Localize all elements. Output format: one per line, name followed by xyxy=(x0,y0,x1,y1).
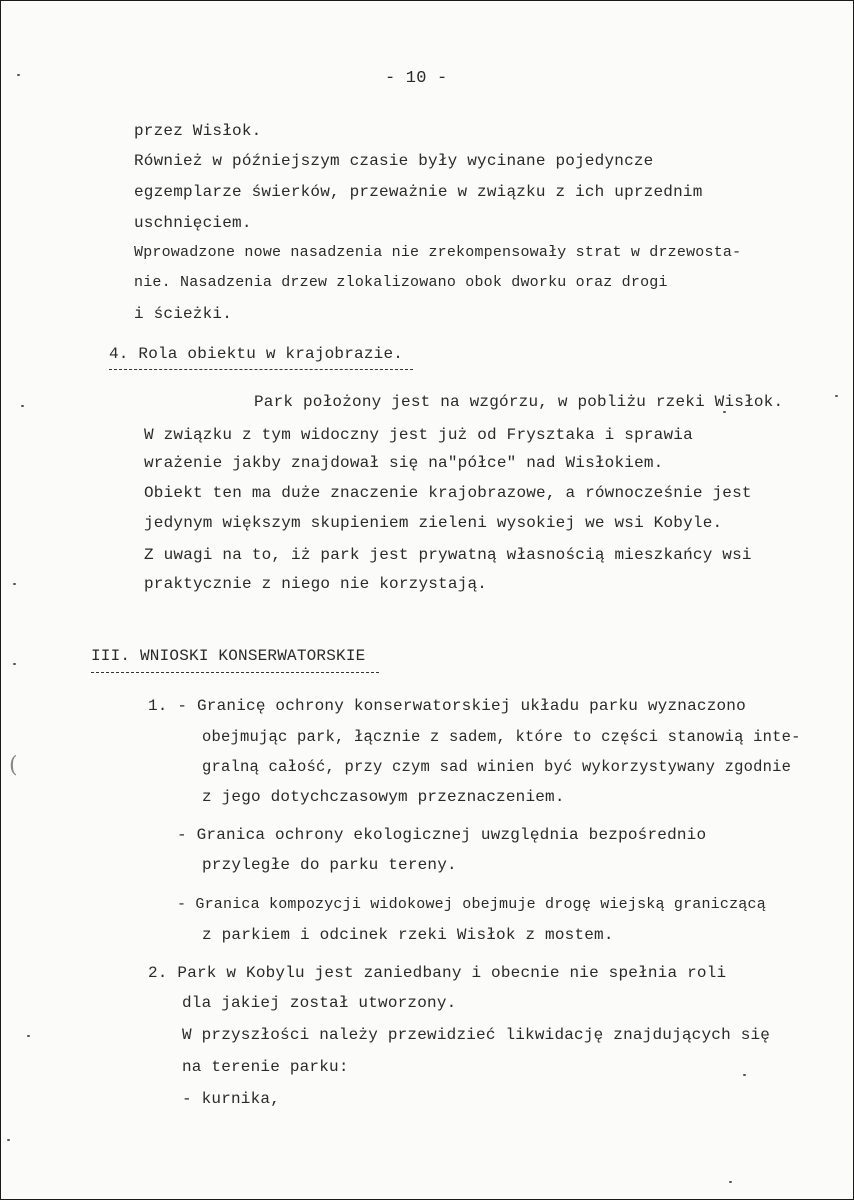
paragraph-line: Z uwagi na to, iż park jest prywatną własnością mieszkańcy wsi xyxy=(144,546,752,564)
scan-speck xyxy=(13,663,16,665)
punch-hole-mark: ( xyxy=(9,753,18,778)
scan-speck xyxy=(729,1181,732,1183)
list-item-line: - kurnika, xyxy=(182,1090,281,1108)
list-item-line: obejmując park, łącznie z sadem, które to części stanowią inte- xyxy=(202,728,801,746)
scan-speck xyxy=(21,405,24,407)
list-item-line: 1. - Granicę ochrony konserwatorskiej układu parku wyznaczono xyxy=(148,697,746,715)
sub-item-line: - Granica ochrony ekologicznej uwzględnia bezpośrednio xyxy=(177,826,707,844)
sub-item-line: - Granica kompozycji widokowej obejmuje drogę wiejską graniczącą xyxy=(177,896,766,913)
list-item-line: na terenie parku: xyxy=(182,1058,349,1076)
heading-dashed-underline xyxy=(109,369,413,370)
paragraph-line: jedynym większym skupieniem zieleni wysokiej we wsi Kobyle. xyxy=(144,514,723,532)
list-item-line: z jego dotychczasowym przeznaczeniem. xyxy=(202,788,565,806)
paragraph-line: egzemplarze świerków, przeważnie w związku z ich uprzednim xyxy=(134,183,703,201)
section-4-heading: 4. Rola obiektu w krajobrazie. xyxy=(109,345,404,363)
paragraph-line: W związku z tym widoczny jest już od Frysztaka i sprawia xyxy=(144,426,693,444)
sub-item-line: z parkiem i odcinek rzeki Wisłok z mostem. xyxy=(202,926,614,944)
list-item-line: gralną całość, przy czym sad winien być wykorzystywany zgodnie xyxy=(202,758,792,776)
paragraph-line: wrażenie jakby znajdował się na"półce" nad Wisłokiem. xyxy=(144,454,664,472)
paragraph-line: Wprowadzone nowe nasadzenia nie zrekompensowały strat w drzewosta- xyxy=(134,244,742,261)
paragraph-line: przez Wisłok. xyxy=(134,122,262,140)
scan-speck xyxy=(17,74,20,76)
scan-speck xyxy=(743,1074,746,1076)
scan-speck xyxy=(13,583,16,585)
sub-item-line: przyległe do parku tereny. xyxy=(202,856,457,874)
scan-speck xyxy=(723,411,726,413)
paragraph-line: Również w późniejszym czasie były wycinane pojedyncze xyxy=(134,152,654,170)
section-3-heading: III. WNIOSKI KONSERWATORSKIE xyxy=(91,647,366,665)
page-number: - 10 - xyxy=(385,69,448,88)
list-item-line: 2. Park w Kobylu jest zaniedbany i obecnie nie spełnia roli xyxy=(148,964,727,982)
scan-speck xyxy=(7,1139,10,1141)
paragraph-line: uschnięciem. xyxy=(134,214,252,232)
paragraph-line: Obiekt ten ma duże znaczenie krajobrazowe, a równocześnie jest xyxy=(144,484,752,502)
heading-dashed-underline xyxy=(91,672,379,673)
paragraph-line: i ścieżki. xyxy=(134,305,233,323)
scan-speck xyxy=(835,395,838,397)
scan-speck xyxy=(27,1035,30,1037)
paragraph-line: Park położony jest na wzgórzu, w pobliżu rzeki Wisłok. xyxy=(254,393,784,411)
paragraph-line: praktycznie z niego nie korzystają. xyxy=(144,575,488,593)
list-item-line: W przyszłości należy przewidzieć likwidację znajdujących się xyxy=(182,1026,771,1044)
list-item-line: dla jakiej został utworzony. xyxy=(182,994,457,1012)
paragraph-line: nie. Nasadzenia drzew zlokalizowano obok dworku oraz drogi xyxy=(134,274,668,291)
